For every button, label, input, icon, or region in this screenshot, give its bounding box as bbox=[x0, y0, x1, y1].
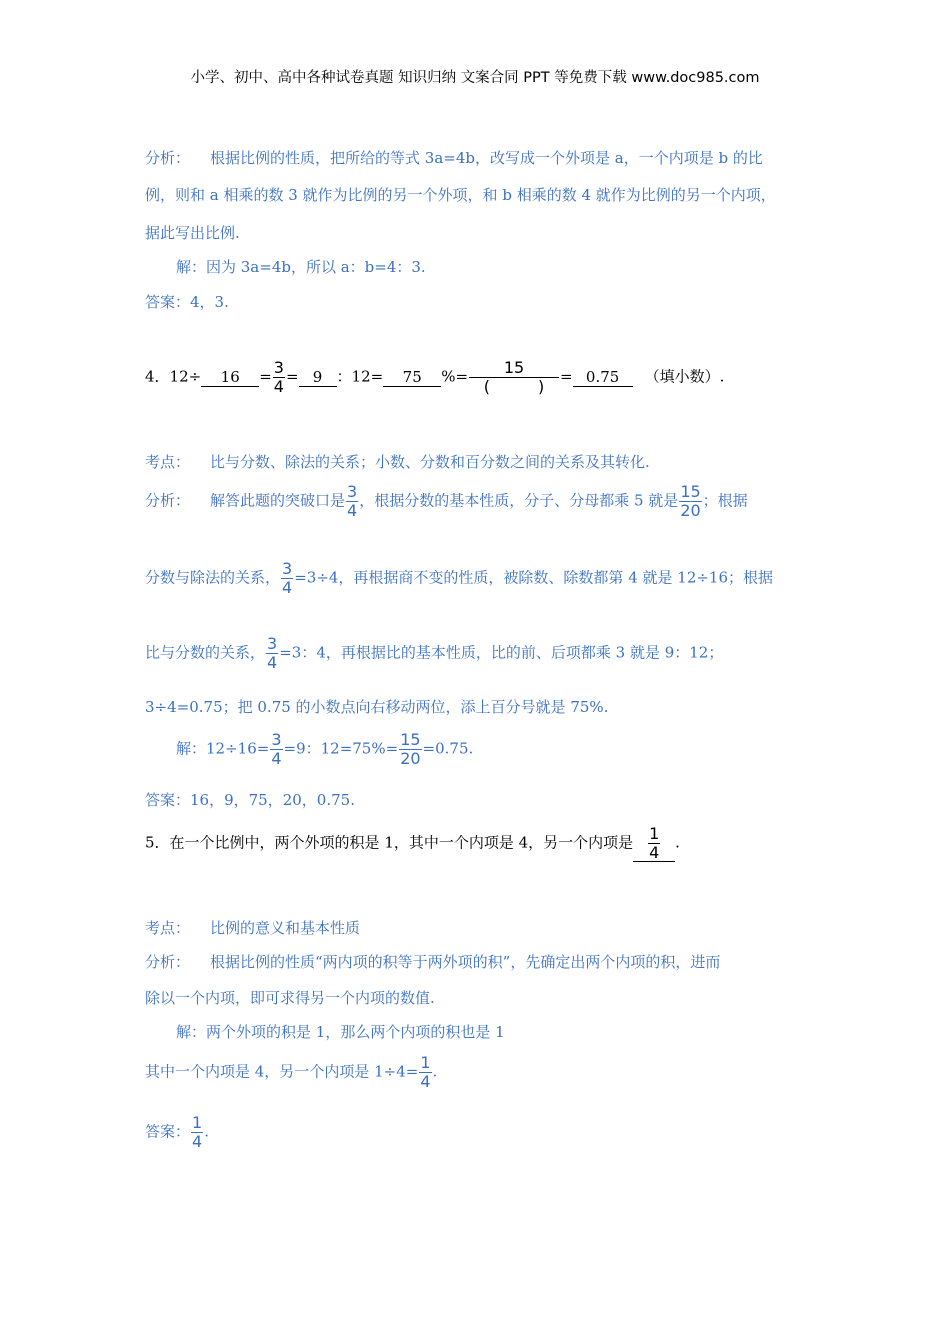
frac-den: 4 bbox=[347, 501, 358, 520]
q3-analysis-line-3: 据此写出比例. bbox=[145, 224, 240, 242]
q4-eq2: = bbox=[285, 367, 299, 386]
frac-den: 4 bbox=[271, 749, 282, 768]
frac-num: 3 bbox=[273, 358, 284, 377]
q4-a2-fraction-3-4 bbox=[281, 561, 293, 596]
frac-num: 3 bbox=[267, 634, 278, 653]
frac-den: 20 bbox=[680, 501, 701, 520]
q5-answer bbox=[145, 1115, 209, 1150]
q4-a3-pre: 比与分数的关系， bbox=[145, 643, 266, 662]
q5-solution-line-2 bbox=[145, 1055, 437, 1090]
q5-analysis-line-2: 除以一个内项，即可求得另一个内项的数值. bbox=[145, 989, 435, 1007]
q5-kaodian-label: 考点： bbox=[145, 919, 191, 937]
q4-kaodian-label: 考点： bbox=[145, 453, 191, 471]
frac-num: 3 bbox=[282, 559, 293, 578]
q4-blank-75: 75 bbox=[383, 368, 441, 387]
q4-sol-fraction-3-4 bbox=[270, 732, 282, 767]
q3-analysis-label: 分析： bbox=[145, 149, 191, 167]
page-header: 小学、初中、高中各种试卷真题 知识归纳 文案合同 PPT 等免费下载 www.doc985.com bbox=[190, 70, 760, 86]
frac-den: 4 bbox=[282, 578, 293, 597]
q5-kaodian-text: 比例的意义和基本性质 bbox=[210, 919, 361, 937]
q4-a1-mid: ，根据分数的基本性质，分子、分母都乘 5 就是 bbox=[359, 491, 679, 510]
frac-den: 20 bbox=[400, 749, 421, 768]
q4-sol-pre: 解：12÷16= bbox=[176, 739, 270, 758]
q4-sep: ：12= bbox=[336, 367, 384, 386]
q4-blank-16: 16 bbox=[201, 368, 259, 387]
q4-sol-post: =0.75. bbox=[422, 739, 474, 758]
q3-analysis-line-1 bbox=[145, 148, 763, 168]
q5-question-text: 5．在一个比例中，两个外项的积是 1，其中一个内项是 4，另一个内项是 bbox=[145, 833, 634, 852]
q4-blank-9: 9 bbox=[299, 368, 337, 387]
q5-answer-blank bbox=[633, 826, 675, 862]
frac-num: 15 bbox=[680, 482, 701, 501]
frac-den: 4 bbox=[192, 1132, 203, 1151]
frac-den: ( ) bbox=[483, 377, 545, 396]
q5-answer-label: 答案： bbox=[145, 1122, 191, 1141]
q5-analysis-line-1 bbox=[145, 952, 720, 972]
q4-a1-post: ；根据 bbox=[702, 491, 748, 510]
q4-analysis-line-4: 3÷4=0.75；把 0.75 的小数点向右移动两位，添上百分号就是 75%. bbox=[145, 698, 609, 716]
q4-blank-075: 0.75 bbox=[573, 368, 633, 387]
q5-analysis-label: 分析： bbox=[145, 953, 191, 971]
q5-question-end: . bbox=[675, 833, 680, 852]
q4-a2-pre: 分数与除法的关系， bbox=[145, 568, 281, 587]
q4-a3-post: =3：4，再根据比的基本性质，比的前、后项都乘 3 就是 9：12； bbox=[279, 643, 724, 662]
q4-solution bbox=[176, 732, 473, 767]
q4-kaodian-text: 比与分数、除法的关系；小数、分数和百分数之间的关系及其转化. bbox=[210, 453, 650, 471]
q5-answer-fraction-1-4 bbox=[191, 1115, 203, 1150]
q4-fraction-blank bbox=[469, 360, 559, 395]
q4-eq3: = bbox=[560, 367, 573, 386]
q4-kaodian bbox=[145, 452, 650, 472]
q4-a1-fraction-3-4 bbox=[346, 484, 358, 519]
q4-hint: （填小数）. bbox=[644, 367, 725, 386]
frac-num: 15 bbox=[400, 730, 421, 749]
q5-sol-pre: 其中一个内项是 4，另一个内项是 1÷4= bbox=[145, 1062, 419, 1081]
q4-a2-post: =3÷4，再根据商不变的性质，被除数、除数都第 4 就是 12÷16；根据 bbox=[294, 568, 774, 587]
frac-num: 3 bbox=[271, 730, 282, 749]
q5-sol-post: . bbox=[432, 1062, 438, 1081]
q5-answer-end: . bbox=[204, 1122, 209, 1141]
q4-a3-fraction-3-4 bbox=[266, 636, 278, 671]
frac-num: 15 bbox=[469, 360, 559, 378]
q4-answer: 答案：16，9，75，20，0.75. bbox=[145, 791, 355, 809]
q5-fraction-1-4 bbox=[648, 826, 660, 861]
q4-a1-fraction-15-20 bbox=[679, 484, 701, 519]
frac-num: 3 bbox=[347, 482, 358, 501]
q4-analysis-line-2 bbox=[145, 561, 773, 596]
q3-solution: 解：因为 3a=4b，所以 a：b=4：3. bbox=[176, 258, 426, 276]
frac-den: 4 bbox=[420, 1072, 431, 1091]
frac-num: 1 bbox=[420, 1053, 431, 1072]
q5-kaodian bbox=[145, 918, 360, 938]
frac-den: 4 bbox=[273, 377, 284, 396]
q5-analysis-text-1: 根据比例的性质“两内项的积等于两外项的积”，先确定出两个内项的积，进而 bbox=[210, 953, 721, 971]
frac-num: 1 bbox=[649, 824, 660, 843]
q3-analysis-text-1: 根据比例的性质，把所给的等式 3a=4b，改写成一个外项是 a，一个内项是 b 的比 bbox=[210, 149, 763, 167]
q4-eq1: = bbox=[259, 367, 272, 386]
q5-question bbox=[145, 826, 680, 862]
q5-sol-fraction-1-4 bbox=[419, 1055, 431, 1090]
q4-prefix: 4．12÷ bbox=[145, 367, 202, 386]
q3-analysis-line-2: 例，则和 a 相乘的数 3 就作为比例的另一个外项，和 b 相乘的数 4 就作为比例的另一个内项， bbox=[145, 186, 776, 204]
frac-den: 4 bbox=[267, 653, 278, 672]
q5-solution-line-1: 解：两个外项的积是 1，那么两个内项的积也是 1 bbox=[176, 1023, 505, 1041]
q4-analysis-line-1 bbox=[145, 484, 748, 519]
q4-question bbox=[145, 360, 724, 395]
q4-sol-fraction-15-20 bbox=[399, 732, 421, 767]
frac-num: 1 bbox=[192, 1113, 203, 1132]
q4-analysis-label: 分析： bbox=[145, 491, 191, 510]
q4-a1-pre: 解答此题的突破口是 bbox=[210, 491, 346, 510]
q4-analysis-line-3 bbox=[145, 636, 723, 671]
q4-fraction-3-4 bbox=[273, 360, 285, 395]
q4-pct: %= bbox=[441, 367, 469, 386]
q3-answer: 答案：4，3. bbox=[145, 293, 229, 311]
frac-den: 4 bbox=[649, 843, 660, 862]
q4-sol-mid: =9：12=75%= bbox=[283, 739, 399, 758]
